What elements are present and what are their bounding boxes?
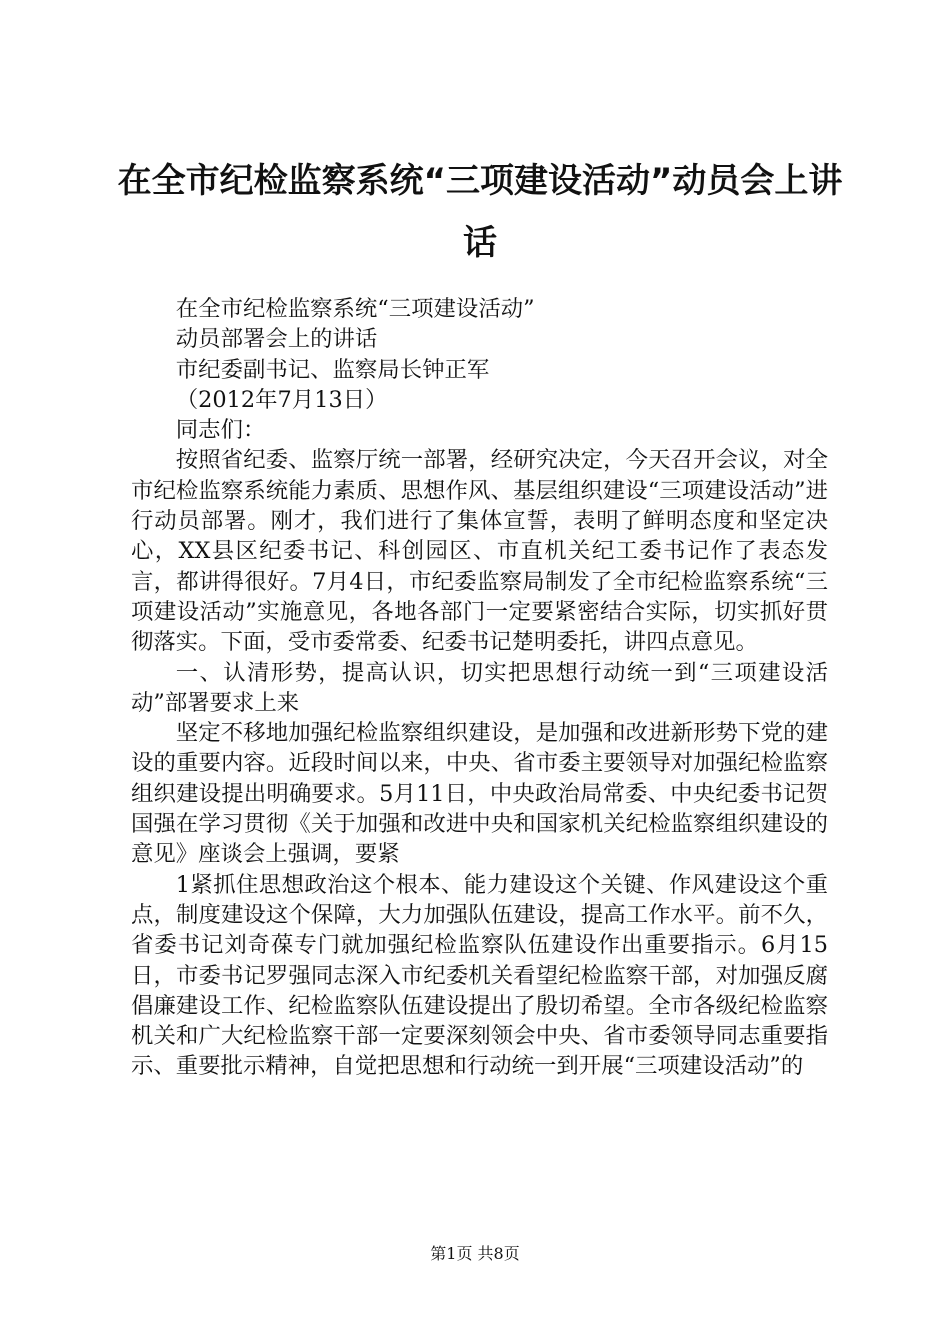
- header-line-topic: 在全市纪检监察系统“三项建设活动”: [175, 296, 535, 322]
- salutation: 同志们：: [175, 417, 266, 444]
- paragraph-intro: 按照省纪委、监察厅统一部署，经研究决定，今天召开会议，对全市纪检监察系统能力素质、思想作风、基层组织建设“三项建设活动”进行动员部署。刚才，我们进行了集体宣誓，表明了鲜明态度和坚定决心，XX县区纪委书记、科创园区、市直机关纪工委书记作了表态发言，都讲得很好。7月4日，市纪委监察局制发了全市纪检监察系统“三项建设活动”实施意见，各地各部门一定要紧密结合实际，切实抓好贯彻落实。下面，受市委常委、纪委书记楚明委托，讲四点意见。: [131, 447, 828, 656]
- paragraph-section-1: 坚定不移地加强纪检监察组织建设，是加强和改进新形势下党的建设的重要内容。近段时间以来，中央、省市委主要领导对加强纪检监察组织建设提出明确要求。5月11日，中央政治局常委、中央纪委书记贺国强在学习贯彻《关于加强和改进中央和国家机关纪检监察组织建设的意见》座谈会上强调，要紧: [131, 720, 828, 868]
- section-heading-1: 一、认清形势，提高认识，切实把思想行动统一到“三项建设活动”部署要求上来: [131, 659, 828, 716]
- document-title: 在全市纪检监察系统“三项建设活动”动员会上讲话: [117, 161, 843, 263]
- header-line-date: （2012年7月13日）: [175, 386, 388, 413]
- page-footer: 第1页 共8页: [430, 1244, 520, 1263]
- header-line-speaker: 市纪委副书记、监察局长钟正军: [175, 356, 490, 383]
- paragraph-continuation: 1紧抓住思想政治这个根本、能力建设这个关键、作风建设这个重点，制度建设这个保障，大力加强队伍建设，提高工作水平。前不久，省委书记刘奇葆专门就加强纪检监察队伍建设作出重要指示。6月15日，市委书记罗强同志深入市纪委机关看望纪检监察干部，对加强反腐倡廉建设工作、纪检监察队伍建设提出了殷切希望。全市各级纪检监察机关和广大纪检监察干部一定要深刻领会中央、省市委领导同志重要指示、重要批示精神，自觉把思想和行动统一到开展“三项建设活动”的: [131, 871, 828, 1080]
- header-line-meeting: 动员部署会上的讲话: [175, 326, 378, 353]
- document-body: [131, 294, 828, 1082]
